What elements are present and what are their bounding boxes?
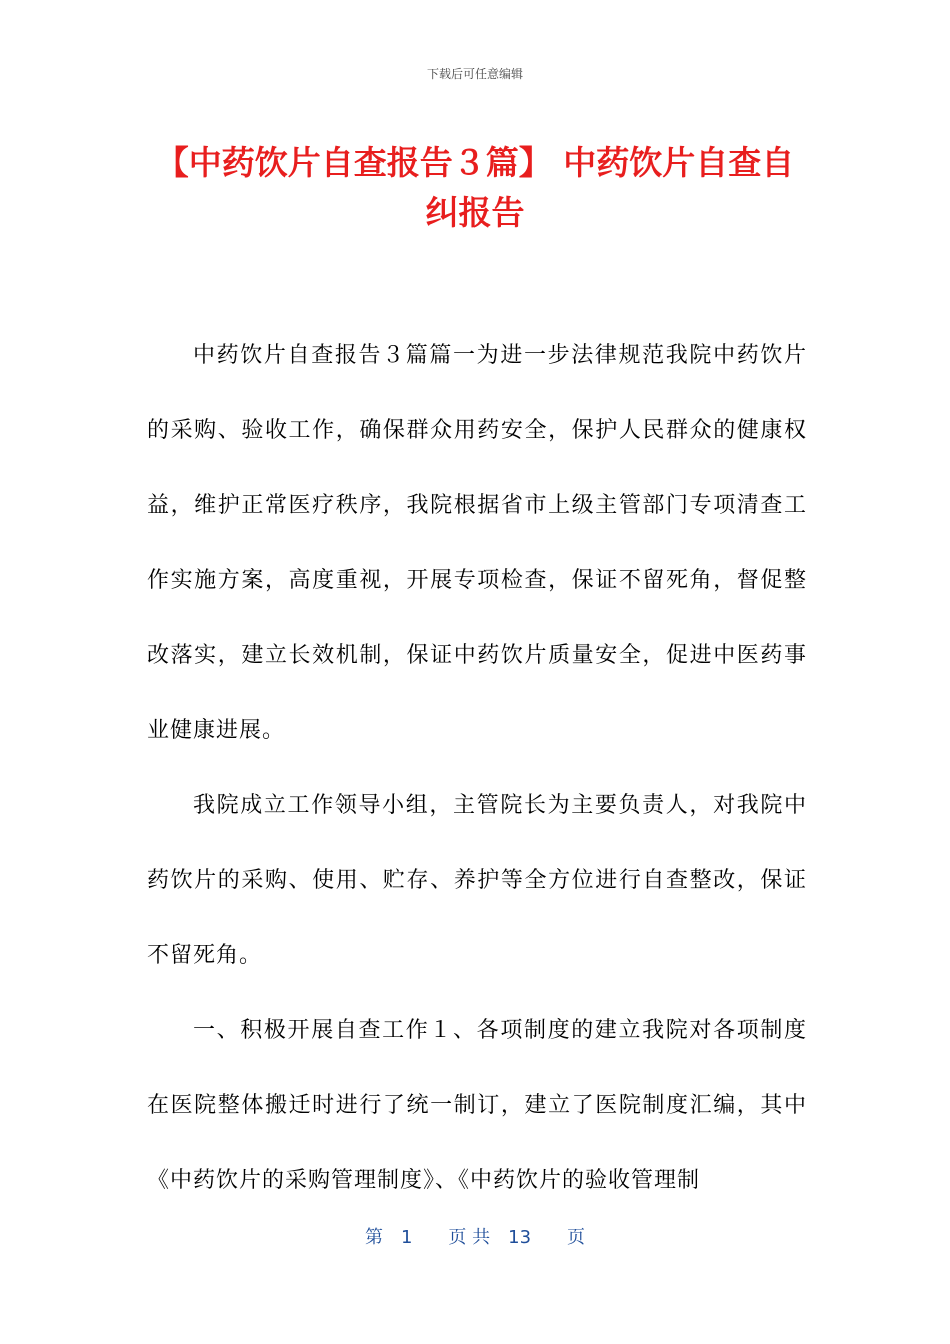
page-header-note: 下载后可任意编辑	[426, 67, 523, 81]
document-title: 【中药饮片自查报告３篇】 中药饮片自查自纠报告	[155, 143, 795, 232]
document-body	[147, 318, 807, 1218]
paragraph-3: 一、积极开展自查工作１、各项制度的建立我院对各项制度在医院整体搬迁时进行了统一制订，建立了医院制度汇编，其中《中药饮片的采购管理制度》、《中药饮片的验收管理制	[147, 1018, 807, 1193]
paragraph-1: 中药饮片自查报告３篇篇一为进一步法律规范我院中药饮片的采购、验收工作，确保群众用药安全，保护人民群众的健康权益，维护正常医疗秩序，我院根据省市上级主管部门专项清查工作实施方案，高度重视，开展专项检查，保证不留死角，督促整改落实，建立长效机制，保证中药饮片质量安全，促进中医药事业健康进展。	[147, 343, 807, 743]
paragraph-2: 我院成立工作领导小组，主管院长为主要负责人，对我院中药饮片的采购、使用、贮存、养护等全方位进行自查整改，保证不留死角。	[147, 793, 807, 968]
page-number-footer: 第 1 页 共 13 页	[364, 1227, 586, 1248]
